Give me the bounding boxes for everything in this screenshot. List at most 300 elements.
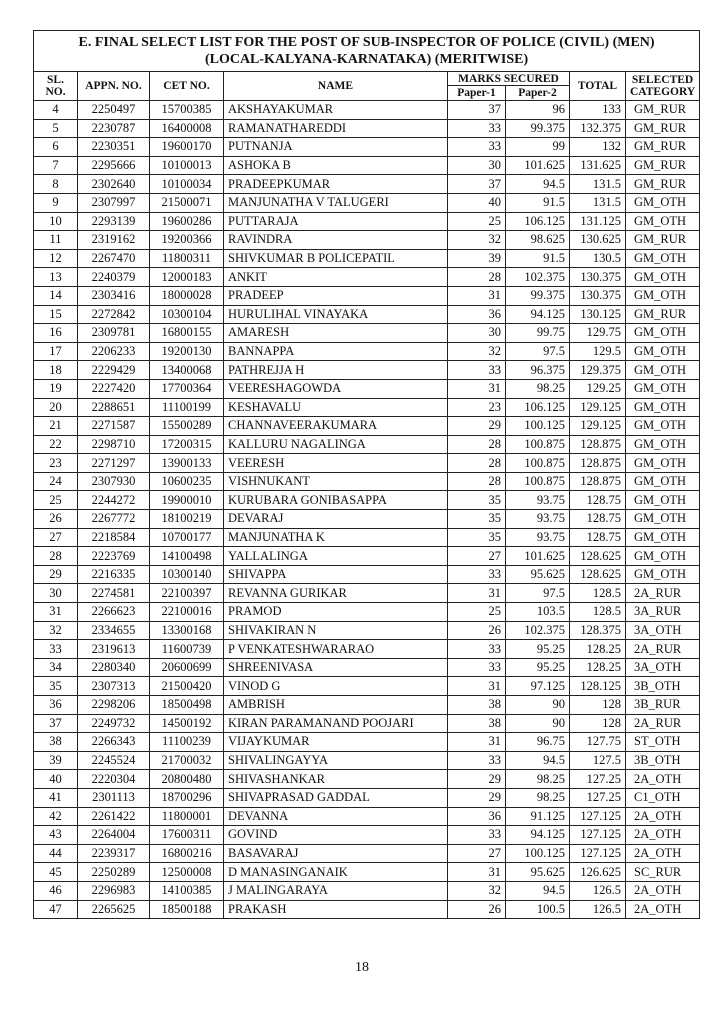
cell-paper-1: 35: [448, 510, 506, 529]
cell-appn-no: 2288651: [78, 398, 150, 417]
table-row: [34, 733, 700, 752]
cell-total: 130.375: [570, 286, 626, 305]
cell-name: PUTTARAJA: [224, 212, 448, 231]
cell-paper-2: 95.25: [506, 640, 570, 659]
cell-paper-2: 98.25: [506, 379, 570, 398]
table-row: [34, 268, 700, 287]
cell-appn-no: 2220304: [78, 770, 150, 789]
table-row: [34, 342, 700, 361]
cell-name: AMBRISH: [224, 696, 448, 715]
cell-name: RAVINDRA: [224, 231, 448, 250]
cell-paper-2: 102.375: [506, 268, 570, 287]
cell-paper-2: 90: [506, 714, 570, 733]
cell-appn-no: 2267772: [78, 510, 150, 529]
cell-name: J MALINGARAYA: [224, 881, 448, 900]
cell-name: SHIVAKIRAN N: [224, 621, 448, 640]
cell-sl-no: 5: [34, 119, 78, 138]
cell-category: C1_OTH: [626, 788, 700, 807]
cell-appn-no: 2216335: [78, 565, 150, 584]
cell-paper-2: 98.25: [506, 770, 570, 789]
cell-sl-no: 24: [34, 472, 78, 491]
cell-total: 130.375: [570, 268, 626, 287]
cell-sl-no: 37: [34, 714, 78, 733]
cell-category: GM_OTH: [626, 435, 700, 454]
cell-category: GM_OTH: [626, 398, 700, 417]
cell-cet-no: 18700296: [150, 788, 224, 807]
cell-paper-1: 38: [448, 714, 506, 733]
cell-name: RAMANATHAREDDI: [224, 119, 448, 138]
table-row: [34, 175, 700, 194]
cell-paper-1: 27: [448, 547, 506, 566]
cell-category: 2A_OTH: [626, 881, 700, 900]
cell-paper-2: 97.125: [506, 677, 570, 696]
cell-paper-1: 33: [448, 640, 506, 659]
table-row: [34, 212, 700, 231]
header-paper-1: Paper-1: [448, 86, 506, 101]
cell-name: HURULIHAL VINAYAKA: [224, 305, 448, 324]
cell-paper-2: 100.5: [506, 900, 570, 919]
cell-cet-no: 16800216: [150, 844, 224, 863]
cell-appn-no: 2319162: [78, 231, 150, 250]
cell-appn-no: 2296983: [78, 881, 150, 900]
cell-name: SHIVKUMAR B POLICEPATIL: [224, 249, 448, 268]
cell-appn-no: 2250289: [78, 863, 150, 882]
cell-total: 127.25: [570, 770, 626, 789]
cell-paper-1: 26: [448, 900, 506, 919]
cell-sl-no: 31: [34, 603, 78, 622]
cell-paper-2: 96: [506, 101, 570, 120]
table-row: [34, 101, 700, 120]
cell-name: MANJUNATHA V TALUGERI: [224, 193, 448, 212]
header-appn-no: APPN. NO.: [78, 72, 150, 101]
cell-paper-1: 23: [448, 398, 506, 417]
cell-category: GM_OTH: [626, 361, 700, 380]
cell-paper-1: 29: [448, 788, 506, 807]
table-row: [34, 863, 700, 882]
cell-paper-2: 99: [506, 138, 570, 157]
cell-name: GOVIND: [224, 826, 448, 845]
cell-cet-no: 16400008: [150, 119, 224, 138]
cell-appn-no: 2230351: [78, 138, 150, 157]
cell-appn-no: 2239317: [78, 844, 150, 863]
cell-cet-no: 15500289: [150, 417, 224, 436]
cell-total: 132: [570, 138, 626, 157]
cell-paper-2: 100.125: [506, 417, 570, 436]
cell-name: KESHAVALU: [224, 398, 448, 417]
cell-cet-no: 10100013: [150, 156, 224, 175]
cell-paper-2: 95.625: [506, 863, 570, 882]
cell-paper-1: 25: [448, 603, 506, 622]
cell-paper-1: 28: [448, 472, 506, 491]
cell-paper-1: 40: [448, 193, 506, 212]
cell-cet-no: 21500420: [150, 677, 224, 696]
cell-total: 128.75: [570, 491, 626, 510]
cell-paper-2: 97.5: [506, 584, 570, 603]
table-row: [34, 844, 700, 863]
table-row: [34, 119, 700, 138]
cell-paper-1: 35: [448, 491, 506, 510]
table-row: [34, 324, 700, 343]
cell-appn-no: 2240379: [78, 268, 150, 287]
table-row: [34, 696, 700, 715]
cell-paper-1: 37: [448, 101, 506, 120]
cell-category: GM_OTH: [626, 342, 700, 361]
cell-total: 128.75: [570, 528, 626, 547]
table-row: [34, 454, 700, 473]
cell-name: ANKIT: [224, 268, 448, 287]
cell-paper-1: 32: [448, 231, 506, 250]
cell-category: GM_OTH: [626, 193, 700, 212]
table-row: [34, 751, 700, 770]
cell-cet-no: 10300104: [150, 305, 224, 324]
cell-sl-no: 44: [34, 844, 78, 863]
cell-paper-1: 26: [448, 621, 506, 640]
cell-category: 2A_RUR: [626, 714, 700, 733]
cell-category: GM_OTH: [626, 565, 700, 584]
cell-total: 129.25: [570, 379, 626, 398]
cell-paper-1: 29: [448, 417, 506, 436]
cell-total: 131.5: [570, 175, 626, 194]
cell-appn-no: 2307313: [78, 677, 150, 696]
cell-name: VISHNUKANT: [224, 472, 448, 491]
cell-category: GM_RUR: [626, 138, 700, 157]
cell-category: GM_OTH: [626, 547, 700, 566]
cell-category: GM_OTH: [626, 324, 700, 343]
select-list-table: [33, 30, 700, 919]
cell-sl-no: 4: [34, 101, 78, 120]
cell-sl-no: 42: [34, 807, 78, 826]
cell-paper-2: 99.75: [506, 324, 570, 343]
cell-paper-2: 93.75: [506, 510, 570, 529]
cell-cet-no: 19900010: [150, 491, 224, 510]
cell-total: 126.5: [570, 881, 626, 900]
cell-paper-1: 28: [448, 435, 506, 454]
cell-category: 3A_RUR: [626, 603, 700, 622]
cell-appn-no: 2293139: [78, 212, 150, 231]
cell-cet-no: 19200130: [150, 342, 224, 361]
cell-paper-2: 94.125: [506, 305, 570, 324]
cell-paper-1: 32: [448, 881, 506, 900]
cell-name: PRADEEPKUMAR: [224, 175, 448, 194]
table-row: [34, 547, 700, 566]
cell-sl-no: 16: [34, 324, 78, 343]
cell-sl-no: 9: [34, 193, 78, 212]
cell-total: 128.25: [570, 658, 626, 677]
cell-paper-2: 101.625: [506, 156, 570, 175]
cell-cet-no: 12500008: [150, 863, 224, 882]
cell-name: YALLALINGA: [224, 547, 448, 566]
cell-cet-no: 22100397: [150, 584, 224, 603]
cell-paper-1: 32: [448, 342, 506, 361]
cell-paper-1: 39: [448, 249, 506, 268]
cell-name: KURUBARA GONIBASAPPA: [224, 491, 448, 510]
cell-category: 2A_OTH: [626, 770, 700, 789]
table-row: [34, 621, 700, 640]
cell-sl-no: 23: [34, 454, 78, 473]
cell-paper-1: 33: [448, 751, 506, 770]
cell-paper-1: 31: [448, 863, 506, 882]
cell-category: GM_OTH: [626, 454, 700, 473]
cell-total: 128.5: [570, 584, 626, 603]
cell-cet-no: 19600170: [150, 138, 224, 157]
cell-total: 128: [570, 714, 626, 733]
cell-cet-no: 17200315: [150, 435, 224, 454]
cell-paper-2: 106.125: [506, 398, 570, 417]
cell-appn-no: 2229429: [78, 361, 150, 380]
cell-category: GM_OTH: [626, 491, 700, 510]
cell-paper-2: 95.625: [506, 565, 570, 584]
table-row: [34, 528, 700, 547]
cell-sl-no: 34: [34, 658, 78, 677]
cell-paper-1: 31: [448, 677, 506, 696]
cell-name: REVANNA GURIKAR: [224, 584, 448, 603]
cell-name: MANJUNATHA K: [224, 528, 448, 547]
table-row: [34, 286, 700, 305]
cell-cet-no: 13400068: [150, 361, 224, 380]
cell-appn-no: 2295666: [78, 156, 150, 175]
cell-cet-no: 10600235: [150, 472, 224, 491]
cell-cet-no: 20800480: [150, 770, 224, 789]
cell-name: P VENKATESHWARARAO: [224, 640, 448, 659]
cell-paper-2: 96.75: [506, 733, 570, 752]
cell-paper-1: 25: [448, 212, 506, 231]
cell-category: GM_RUR: [626, 101, 700, 120]
cell-cet-no: 11800311: [150, 249, 224, 268]
page-number: 18: [355, 960, 369, 975]
header-total: TOTAL: [570, 72, 626, 101]
cell-sl-no: 13: [34, 268, 78, 287]
cell-total: 127.125: [570, 826, 626, 845]
table-row: [34, 435, 700, 454]
cell-cet-no: 16800155: [150, 324, 224, 343]
table-row: [34, 565, 700, 584]
cell-paper-2: 98.625: [506, 231, 570, 250]
cell-category: 2A_OTH: [626, 900, 700, 919]
cell-appn-no: 2274581: [78, 584, 150, 603]
cell-name: VINOD G: [224, 677, 448, 696]
cell-total: 127.25: [570, 788, 626, 807]
cell-cet-no: 18100219: [150, 510, 224, 529]
table-row: [34, 881, 700, 900]
cell-paper-2: 100.125: [506, 844, 570, 863]
table-row: [34, 900, 700, 919]
cell-total: 130.625: [570, 231, 626, 250]
cell-paper-1: 30: [448, 156, 506, 175]
cell-appn-no: 2298206: [78, 696, 150, 715]
cell-paper-1: 28: [448, 454, 506, 473]
cell-total: 129.5: [570, 342, 626, 361]
cell-appn-no: 2249732: [78, 714, 150, 733]
cell-sl-no: 27: [34, 528, 78, 547]
table-row: [34, 417, 700, 436]
table-row: [34, 770, 700, 789]
cell-paper-1: 28: [448, 268, 506, 287]
table-row: [34, 677, 700, 696]
cell-total: 128.25: [570, 640, 626, 659]
cell-sl-no: 39: [34, 751, 78, 770]
header-marks-secured: MARKS SECURED: [448, 72, 570, 86]
cell-name: PUTNANJA: [224, 138, 448, 157]
cell-paper-1: 30: [448, 324, 506, 343]
cell-total: 130.125: [570, 305, 626, 324]
cell-paper-1: 31: [448, 584, 506, 603]
cell-appn-no: 2264004: [78, 826, 150, 845]
cell-cet-no: 15700385: [150, 101, 224, 120]
cell-category: GM_RUR: [626, 156, 700, 175]
cell-paper-1: 31: [448, 733, 506, 752]
header-name: NAME: [224, 72, 448, 101]
cell-sl-no: 38: [34, 733, 78, 752]
cell-cet-no: 14500192: [150, 714, 224, 733]
cell-appn-no: 2319613: [78, 640, 150, 659]
cell-total: 133: [570, 101, 626, 120]
table-row: [34, 714, 700, 733]
cell-appn-no: 2309781: [78, 324, 150, 343]
cell-cet-no: 19600286: [150, 212, 224, 231]
cell-appn-no: 2227420: [78, 379, 150, 398]
cell-cet-no: 11600739: [150, 640, 224, 659]
cell-name: AMARESH: [224, 324, 448, 343]
cell-name: PATHREJJA H: [224, 361, 448, 380]
cell-category: 3B_OTH: [626, 677, 700, 696]
cell-sl-no: 45: [34, 863, 78, 882]
cell-sl-no: 40: [34, 770, 78, 789]
cell-appn-no: 2303416: [78, 286, 150, 305]
cell-total: 129.125: [570, 417, 626, 436]
cell-name: ASHOKA B: [224, 156, 448, 175]
cell-category: GM_OTH: [626, 528, 700, 547]
cell-cet-no: 12000183: [150, 268, 224, 287]
cell-cet-no: 11800001: [150, 807, 224, 826]
cell-cet-no: 13300168: [150, 621, 224, 640]
cell-total: 129.75: [570, 324, 626, 343]
table-row: [34, 510, 700, 529]
cell-paper-2: 100.875: [506, 454, 570, 473]
cell-paper-2: 102.375: [506, 621, 570, 640]
cell-category: 2A_OTH: [626, 826, 700, 845]
cell-sl-no: 20: [34, 398, 78, 417]
cell-name: AKSHAYAKUMAR: [224, 101, 448, 120]
header-cet-no: CET NO.: [150, 72, 224, 101]
cell-sl-no: 15: [34, 305, 78, 324]
cell-name: PRAMOD: [224, 603, 448, 622]
cell-paper-2: 101.625: [506, 547, 570, 566]
cell-total: 126.5: [570, 900, 626, 919]
cell-category: GM_RUR: [626, 119, 700, 138]
cell-paper-2: 93.75: [506, 491, 570, 510]
cell-total: 128.875: [570, 435, 626, 454]
cell-category: GM_RUR: [626, 305, 700, 324]
table-row: [34, 788, 700, 807]
cell-name: BASAVARAJ: [224, 844, 448, 863]
cell-paper-1: 33: [448, 658, 506, 677]
cell-category: ST_OTH: [626, 733, 700, 752]
cell-category: GM_RUR: [626, 175, 700, 194]
table-row: [34, 156, 700, 175]
table-row: [34, 193, 700, 212]
cell-appn-no: 2301113: [78, 788, 150, 807]
cell-cet-no: 17600311: [150, 826, 224, 845]
cell-name: BANNAPPA: [224, 342, 448, 361]
cell-total: 128.375: [570, 621, 626, 640]
cell-paper-1: 31: [448, 286, 506, 305]
table-row: [34, 138, 700, 157]
cell-total: 127.125: [570, 844, 626, 863]
cell-paper-2: 94.5: [506, 175, 570, 194]
cell-appn-no: 2271297: [78, 454, 150, 473]
cell-total: 128.5: [570, 603, 626, 622]
cell-appn-no: 2244272: [78, 491, 150, 510]
cell-name: SHIVASHANKAR: [224, 770, 448, 789]
cell-paper-2: 91.5: [506, 193, 570, 212]
cell-sl-no: 41: [34, 788, 78, 807]
cell-sl-no: 10: [34, 212, 78, 231]
cell-paper-1: 33: [448, 361, 506, 380]
cell-paper-2: 103.5: [506, 603, 570, 622]
table-row: [34, 640, 700, 659]
cell-cet-no: 18000028: [150, 286, 224, 305]
cell-sl-no: 11: [34, 231, 78, 250]
header-sl-no: SL. NO.: [34, 72, 78, 101]
cell-paper-2: 90: [506, 696, 570, 715]
cell-name: VIJAYKUMAR: [224, 733, 448, 752]
cell-category: GM_OTH: [626, 249, 700, 268]
cell-sl-no: 19: [34, 379, 78, 398]
cell-paper-2: 94.5: [506, 751, 570, 770]
cell-name: KALLURU NAGALINGA: [224, 435, 448, 454]
cell-name: KIRAN PARAMANAND POOJARI: [224, 714, 448, 733]
cell-paper-2: 100.875: [506, 435, 570, 454]
cell-sl-no: 46: [34, 881, 78, 900]
header-paper-2: Paper-2: [506, 86, 570, 101]
table-row: [34, 249, 700, 268]
cell-paper-1: 36: [448, 807, 506, 826]
cell-appn-no: 2230787: [78, 119, 150, 138]
cell-name: VEERESHAGOWDA: [224, 379, 448, 398]
cell-name: DEVANNA: [224, 807, 448, 826]
table-row: [34, 826, 700, 845]
cell-appn-no: 2271587: [78, 417, 150, 436]
cell-paper-1: 36: [448, 305, 506, 324]
table-body: [34, 101, 700, 919]
select-list-sheet: [33, 30, 699, 919]
cell-cet-no: 18500188: [150, 900, 224, 919]
cell-paper-2: 93.75: [506, 528, 570, 547]
cell-total: 130.5: [570, 249, 626, 268]
cell-category: 3B_RUR: [626, 696, 700, 715]
cell-cet-no: 14100498: [150, 547, 224, 566]
cell-total: 127.125: [570, 807, 626, 826]
table-row: [34, 472, 700, 491]
cell-paper-2: 91.125: [506, 807, 570, 826]
cell-cet-no: 21700032: [150, 751, 224, 770]
cell-appn-no: 2298710: [78, 435, 150, 454]
cell-total: 128.625: [570, 565, 626, 584]
cell-appn-no: 2206233: [78, 342, 150, 361]
cell-sl-no: 21: [34, 417, 78, 436]
cell-name: VEERESH: [224, 454, 448, 473]
header-selected-category: SELECTED CATEGORY: [626, 72, 700, 101]
cell-sl-no: 17: [34, 342, 78, 361]
cell-sl-no: 47: [34, 900, 78, 919]
cell-appn-no: 2265625: [78, 900, 150, 919]
cell-total: 129.125: [570, 398, 626, 417]
cell-appn-no: 2302640: [78, 175, 150, 194]
table-row: [34, 658, 700, 677]
cell-appn-no: 2261422: [78, 807, 150, 826]
cell-appn-no: 2266623: [78, 603, 150, 622]
cell-total: 129.375: [570, 361, 626, 380]
